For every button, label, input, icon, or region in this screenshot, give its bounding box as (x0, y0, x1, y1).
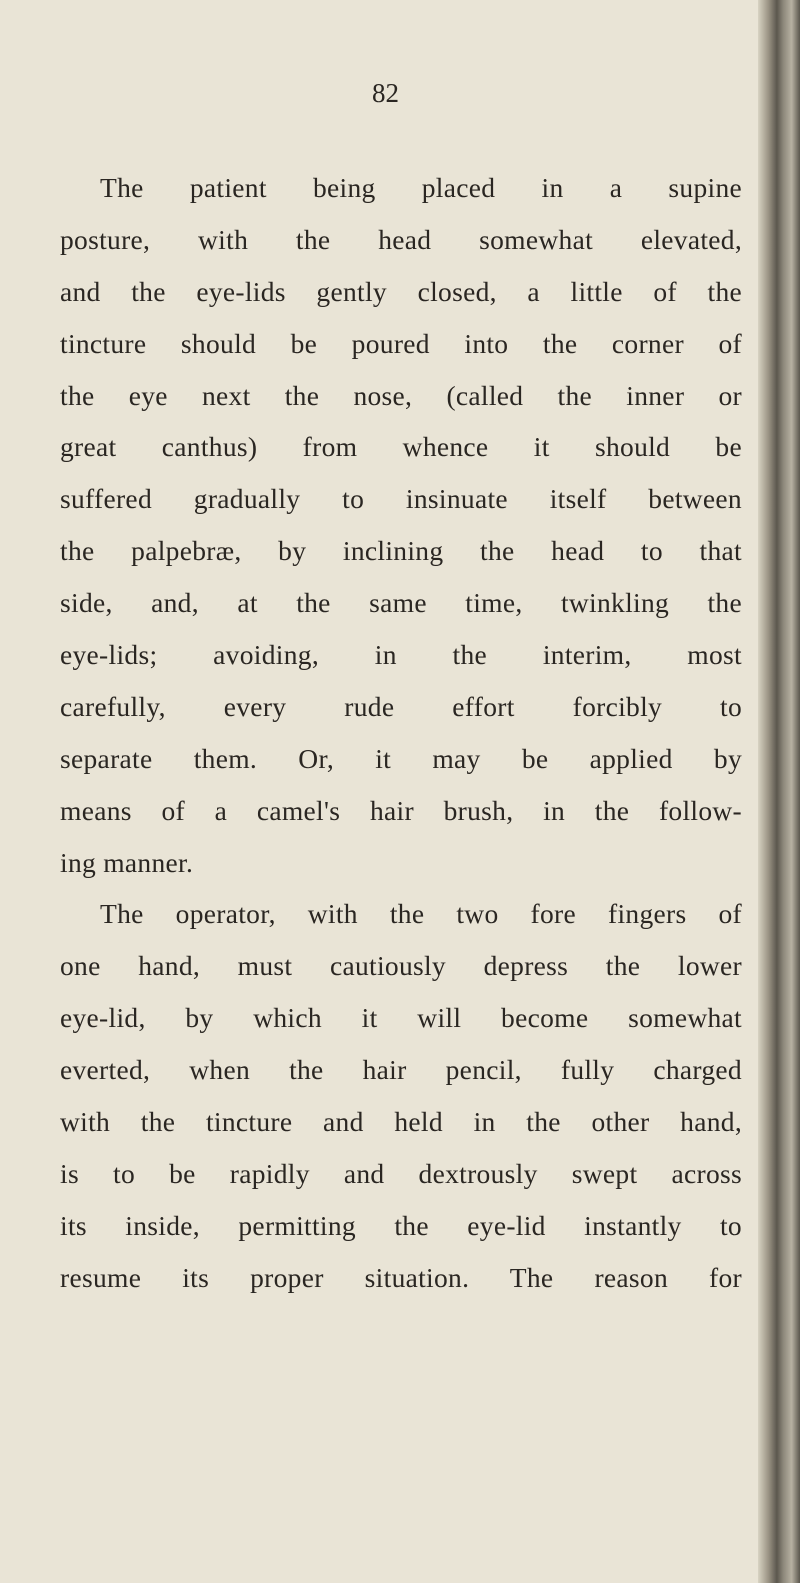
text-line: the palpebræ, by inclining the head to that (60, 535, 742, 567)
text-line: The operator, with the two fore fingers of (100, 898, 742, 930)
book-binding-edge (758, 0, 800, 1583)
text-line: side, and, at the same time, twinkling the (60, 587, 742, 619)
text-line: eye-lids; avoiding, in the interim, most (60, 639, 742, 671)
text-line: separate them. Or, it may be applied by (60, 742, 742, 774)
text-line: is to be rapidly and dextrously swept across (60, 1157, 742, 1189)
text-line: posture, with the head somewhat elevated, (60, 223, 742, 255)
text-line: tincture should be poured into the corner of (60, 327, 742, 359)
text-line: great canthus) from whence it should be (60, 431, 742, 463)
text-line: everted, when the hair pencil, fully charged (60, 1054, 742, 1086)
text-line: and the eye-lids gently closed, a little of the (60, 275, 742, 307)
text-line: ing manner. (60, 846, 194, 878)
page-number: 82 (372, 78, 399, 108)
text-line: one hand, must cautiously depress the lower (60, 950, 742, 982)
body-text (60, 162, 742, 1304)
text-line: suffered gradually to insinuate itself between (60, 483, 742, 515)
text-line: resume its proper situation. The reason for (60, 1261, 742, 1293)
text-line: the eye next the nose, (called the inner or (60, 379, 742, 411)
text-line: The patient being placed in a supine (100, 172, 742, 203)
text-line: eye-lid, by which it will become somewhat (60, 1002, 742, 1034)
text-line: carefully, every rude effort forcibly to (60, 690, 742, 722)
text-line: its inside, permitting the eye-lid instantly to (60, 1209, 742, 1241)
text-line: means of a camel's hair brush, in the follow- (60, 794, 742, 826)
text-line: with the tincture and held in the other hand, (60, 1106, 742, 1138)
